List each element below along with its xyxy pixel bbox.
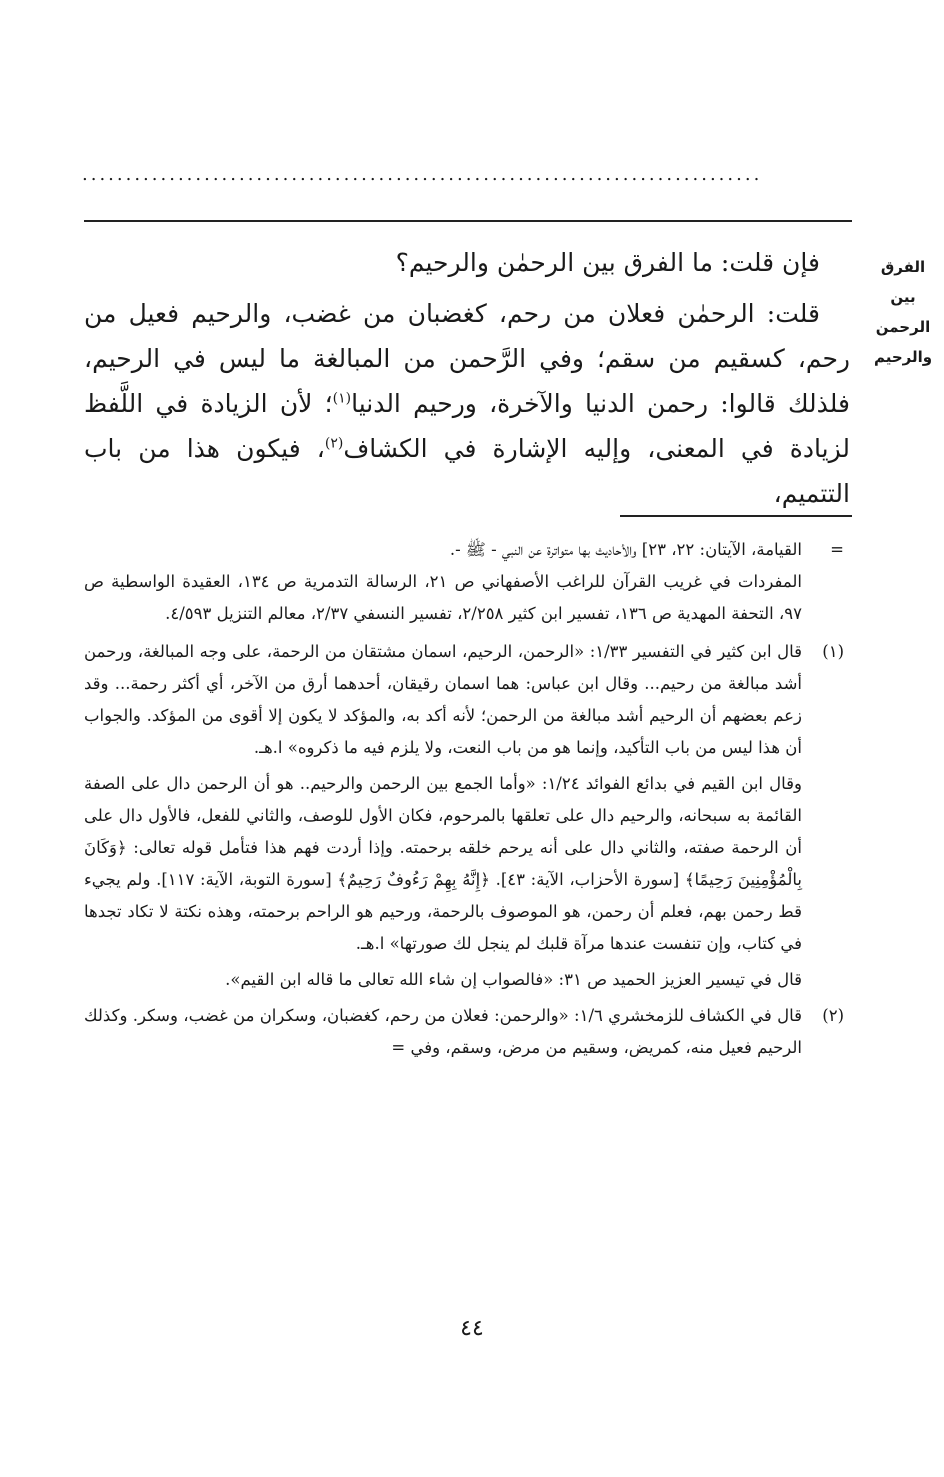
answer-paragraph bbox=[84, 291, 850, 516]
footnote-text: القيامة، الآيتان: ٢٢، ٢٣] والأحاديث بها متواترة عن النبي - ﷺ -. bbox=[449, 540, 802, 559]
footnote-ref-2[interactable]: (٢) bbox=[324, 435, 344, 452]
footnote-ref-1[interactable]: (١) bbox=[332, 390, 352, 407]
header-dotted-line: .............................................................................. bbox=[82, 164, 763, 185]
footnote-2-mark: (٢) bbox=[822, 1006, 844, 1025]
margin-note-line: بين bbox=[890, 288, 916, 306]
footnote-text: قال في تيسير العزيز الحميد ص ٣١: «فالصواب إن شاء الله تعالى ما قاله ابن القيم». bbox=[225, 970, 802, 989]
footnote-separator bbox=[620, 515, 852, 517]
footnote-text: المفردات في غريب القرآن للراغب الأصفهاني ص ٢١، الرسالة التدمرية ص ١٣٤، العقيدة الواسطية ص ٩٧، التحفة المهدية ص ١٣٦، تفسير ابن كثير ٢/٢٥٨، تفسير النسفي ٢/٣٧، معالم التنزيل ٤/٥٩٣. bbox=[84, 572, 802, 623]
margin-note-line: الرحمن bbox=[875, 318, 931, 336]
margin-note-line: والرحيم bbox=[873, 348, 933, 366]
footnote-text: قال ابن كثير في التفسير ١/٣٣: «الرحمن، الرحيم، اسمان مشتقان من الرحمة، على وجه المبالغة، ورحمن أشد مبالغة من رحيم... وقال ابن عباس: هما اسمان رقيقان، أحدهما أرق من الآخر، أي أكثر رحمة... وقد زعم بعضهم أن الرحيم أشد مبالغة من الرحمن؛ لأنه أكد به، والمؤكد لا يكون إلا أقوى من المؤكد. والجواب أن هذا ليس من باب التأكيد، وإنما هو من باب النعت، ولا يلزم فيه ما ذكروه» ا.هـ. bbox=[84, 642, 802, 757]
header-rule bbox=[84, 220, 852, 222]
footnote-2 bbox=[84, 1000, 850, 1064]
margin-note bbox=[866, 252, 940, 372]
footnote-text: قال في الكشاف للزمخشري ١/٦: «والرحمن: فعلان من رحم، كغضبان، وسكران من غضب، وسكر. وكذلك الرحيم فعيل منه، كمريض، وسقيم من مرض، وسقم، وفي = bbox=[84, 1006, 802, 1057]
page-number: ٤٤ bbox=[460, 1316, 484, 1341]
margin-note-line: الفرق bbox=[880, 258, 926, 276]
answer-text: قلت: الرحمٰن فعلان من رحم، كغضبان من غضب، والرحيم فعيل من رحم، كسقيم من سقم؛ وفي الرَّحمن من المبالغة ما ليس في الرحيم، فلذلك قالوا: رحمن الدنيا والآخرة، ورحيم الدنيا bbox=[84, 299, 850, 418]
continuation-mark: = bbox=[830, 540, 844, 559]
footnote-text: وقال ابن القيم في بدائع الفوائد ١/٢٤: «وأما الجمع بين الرحمن والرحيم.. هو أن الرحمن دال على الصفة القائمة به سبحانه، والرحيم دال على تعلقها بالمرحوم، فكان الأول للوصف، والثاني للفعل، فالأول دال على أن الرحمة صفته، والثاني دال على أنه يرحم خلقه برحمته. وإذا أردت فهم هذا فتأمل قوله تعالى: ﴿وَكَانَ بِالْمُؤْمِنِينَ رَحِيمًا﴾ [سورة الأحزاب، الآية: ٤٣]. ﴿إِنَّهُ بِهِمْ رَءُوفٌ رَحِيمٌ﴾ [سورة التوبة، الآية: ١١٧]. ولم يجيء قط رحمن بهم، فعلم أن رحمن، هو الموصوف بالرحمة، ورحيم هو الراحم برحمته، وهذه نكتة لا تكاد تجدها في كتاب، وإن تنفست عندها مرآة قلبك لم ينجل لك صورتها» ا.هـ. bbox=[84, 774, 802, 953]
main-text bbox=[84, 240, 850, 516]
footnote-continuation bbox=[84, 534, 850, 630]
answer-text: ؛ لأن الزيادة في اللَّفظ لزيادة في المعنى، وإليه الإشارة في الكشاف bbox=[84, 389, 851, 463]
answer-text: ، فيكون هذا من باب التتميم، bbox=[84, 434, 850, 508]
footnotes bbox=[84, 534, 850, 1064]
footnote-1-mark: (١) bbox=[822, 642, 844, 661]
footnote-1 bbox=[84, 636, 850, 996]
question-line: فإن قلت: ما الفرق بين الرحمٰن والرحيم؟ bbox=[395, 248, 820, 277]
